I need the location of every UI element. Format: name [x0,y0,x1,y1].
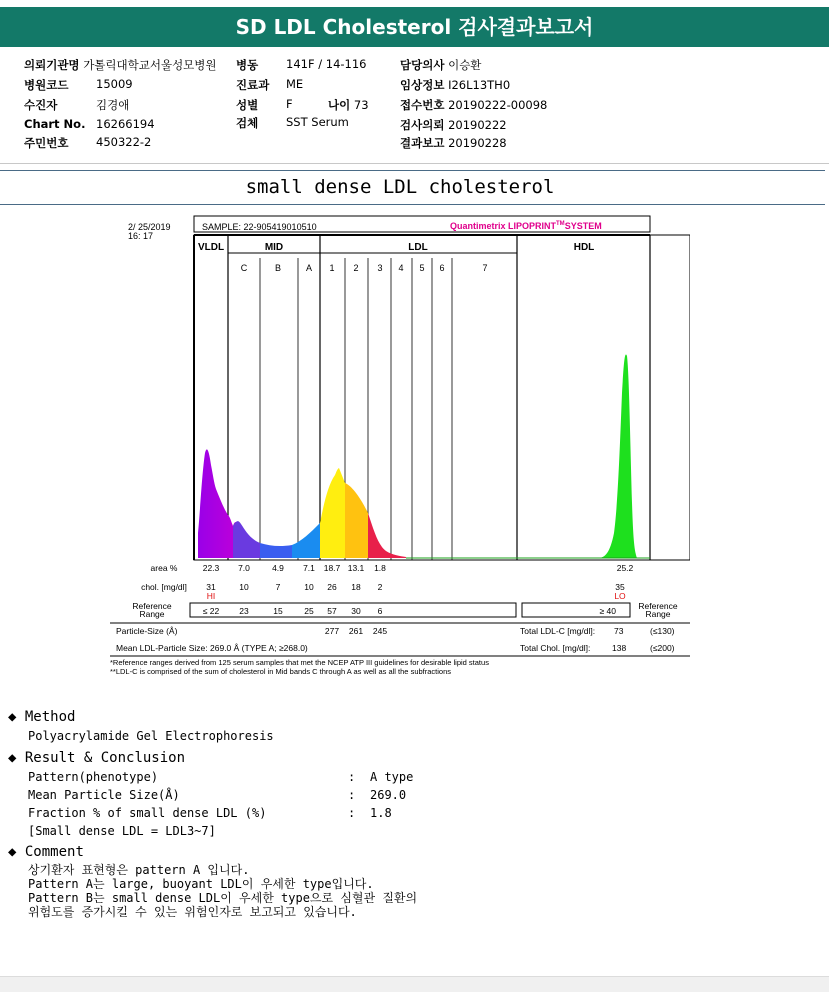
comment-line: Pattern B는 small dense LDL이 우세한 type으로 심혈관 질환의 [28,891,418,905]
report-title-banner: SD LDL Cholesterol 검사결과보고서 [0,7,829,47]
chart-label: Chart No. [24,117,86,131]
result-row-value: A type [370,770,414,784]
subtitle-top-rule [0,170,825,171]
ref-value: 6 [377,606,383,616]
result-row-value: 269.0 [370,788,407,802]
hospital-label: 의뢰기관명 [24,58,80,72]
chol-value: 26 [327,582,337,592]
result-row-label: Mean Particle Size(Å) [28,788,180,802]
electropherogram [198,355,650,558]
total-ldl-label: Total LDL-C [mg/dl]: [520,626,596,636]
total-chol-ref: (≤200) [650,643,675,653]
ward-value: 141F / 14-116 [286,57,367,71]
result-row-colon: : [348,806,356,820]
area-value: 7.0 [238,563,250,573]
band-label: 7 [482,263,488,273]
subtitle-bottom-rule [0,204,825,205]
sex-value: F [286,97,293,111]
hdl-ref-value: ≥ 40 [599,606,616,616]
particle-size-value: 261 [348,626,364,636]
column-hdl: HDL [573,242,595,253]
ref-value: 30 [351,606,361,616]
mean-ldl-size: Mean LDL-Particle Size: 269.0 Å (TYPE A; ≥268.0) [116,643,308,653]
result-row-value: 1.8 [370,806,392,820]
diamond-icon: ◆ [8,709,17,725]
mid-a-band [292,523,320,558]
band-label: 5 [419,263,425,273]
area-value: 22.3 [202,563,220,573]
area-value: 18.7 [323,563,341,573]
ldl-2-band [345,483,368,558]
method-text: Polyacrylamide Gel Electrophoresis [28,729,274,743]
ldl-1-band [320,468,345,558]
clinical-value: I26L13TH0 [448,78,511,92]
band-label: B [274,263,282,273]
dept-label: 진료과 [236,78,270,92]
chol-value: 18 [351,582,361,592]
comment-line: 상기환자 표현형은 pattern A 입니다. [28,863,250,877]
report-time: 16: 17 [128,231,154,241]
reception-value: 20190222-00098 [448,98,548,112]
chol-value: 31 [206,582,216,592]
vldl-hi-flag: HI [206,591,216,601]
particle-size-label: Particle-Size (Å) [116,626,178,636]
ref-label-right-line2: Range [645,609,671,619]
result-row-label: Fraction % of small dense LDL (%) [28,806,267,820]
age-value: 73 [353,98,369,112]
report-date-field: 결과보고 20190228 [400,136,507,150]
info-divider [0,163,829,164]
area-value: 13.1 [347,563,365,573]
hdl-chol-value: 35 [615,582,625,592]
diamond-icon: ◆ [8,750,17,766]
ref-value: ≤ 22 [202,606,220,616]
particle-size-value: 277 [324,626,340,636]
particle-size-value: 245 [372,626,388,636]
request-field: 검사의뢰 20190222 [400,118,507,132]
hospital-field [24,57,217,73]
doctor-label: 담당의사 [400,58,445,72]
patient-label: 수진자 [24,98,58,112]
chol-value: 10 [239,582,249,592]
mid-c-band [233,521,260,558]
chol-value: 2 [377,582,383,592]
specimen-value: SST Serum [286,115,349,129]
sex-label: 성별 [236,98,259,112]
age-field: 나이 73 [328,98,369,112]
sample-id: SAMPLE: 22-905419010510 [202,222,317,232]
chol-label: chol. [mg/dl] [141,582,187,592]
ref-label-line1: Reference [132,601,172,611]
total-chol-label: Total Chol. [mg/dl]: [520,643,591,653]
result-row-label: Pattern(phenotype) [28,770,159,784]
comment-line: Pattern A는 large, buoyant LDL이 우세한 type입니다. [28,877,374,891]
result-row-colon: : [348,788,356,802]
hospital-value: 가톨릭대학교서울성모병원 [83,58,217,72]
ldl-3-band [368,513,406,558]
chol-value: 7 [275,582,281,592]
area-value: 4.9 [272,563,284,573]
lipoprint-report-graphic [110,213,690,683]
footnote-2: **LDL-C is comprised of the sum of cholesterol in Mid bands C through A as well as all the subfractions [110,667,452,676]
result-heading: ◆ Result & Conclusion [8,750,186,766]
report-date-value: 20190228 [448,136,507,150]
column-vldl: VLDL [197,242,225,253]
clinical-field: 임상정보 I26L13TH0 [400,78,511,92]
diamond-icon: ◆ [8,844,17,860]
ref-value: 57 [327,606,337,616]
comment-heading: ◆ Comment [8,844,84,860]
id-value: 450322-2 [96,135,152,149]
ward-label: 병동 [236,58,259,72]
reception-field: 접수번호 20190222-00098 [400,98,548,112]
band-label: 2 [353,263,359,273]
band-label: 1 [329,263,335,273]
area-label: area % [150,563,178,573]
comment-line: 위험도를 증가시킬 수 있는 위험인자로 보고되고 있습니다. [28,905,357,919]
hdl-peak [598,355,637,558]
bottom-scroll-area [0,976,829,992]
total-ldl-ref: (≤130) [650,626,675,636]
patient-value: 김경애 [96,98,130,112]
brand-name: Quantimetrix LIPOPRINT™SYSTEM [450,221,602,231]
id-label: 주민번호 [24,136,69,150]
chol-value: 10 [304,582,314,592]
ward-field [236,57,258,73]
section-subtitle: small dense LDL cholesterol [245,176,555,198]
area-value: 7.1 [303,563,315,573]
lipoprint-report [110,213,690,683]
result-row-colon: : [348,770,356,784]
mid-b-band [260,543,292,558]
ref-label-right-line1: Reference [638,601,678,611]
band-label: C [240,263,248,273]
doctor-field [400,57,481,73]
ref-value: 23 [239,606,249,616]
report-date: 2/ 25/2019 [128,222,171,232]
specimen-label: 검체 [236,116,259,130]
hdl-area-value: 25.2 [616,563,634,573]
dept-value: ME [286,77,304,91]
total-ldl-value: 73 [614,626,624,636]
column-ldl: LDL [408,242,428,253]
footnote-1: *Reference ranges derived from 125 serum samples that met the NCEP ATP III guidelines for desirable lipid status [110,658,489,667]
area-value: 1.8 [374,563,386,573]
hdl-lo-flag: LO [614,591,626,601]
total-chol-value: 138 [612,643,627,653]
result-note: [Small dense LDL = LDL3~7] [28,824,216,838]
column-mid: MID [264,242,284,253]
chart-value: 16266194 [96,117,155,131]
ref-value: 15 [273,606,283,616]
doctor-value: 이승환 [448,58,482,72]
ref-label-line2: Range [139,609,165,619]
band-label: 3 [377,263,383,273]
method-heading: ◆ Method [8,709,76,725]
band-label: 6 [439,263,445,273]
hospcode-value: 15009 [96,77,133,91]
band-label: A [305,263,313,273]
hospcode-label: 병원코드 [24,78,69,92]
ref-value: 25 [304,606,314,616]
request-value: 20190222 [448,118,507,132]
table-values [203,563,388,636]
band-label: 4 [398,263,404,273]
plot-frame [194,235,690,560]
top-rule [0,0,829,4]
